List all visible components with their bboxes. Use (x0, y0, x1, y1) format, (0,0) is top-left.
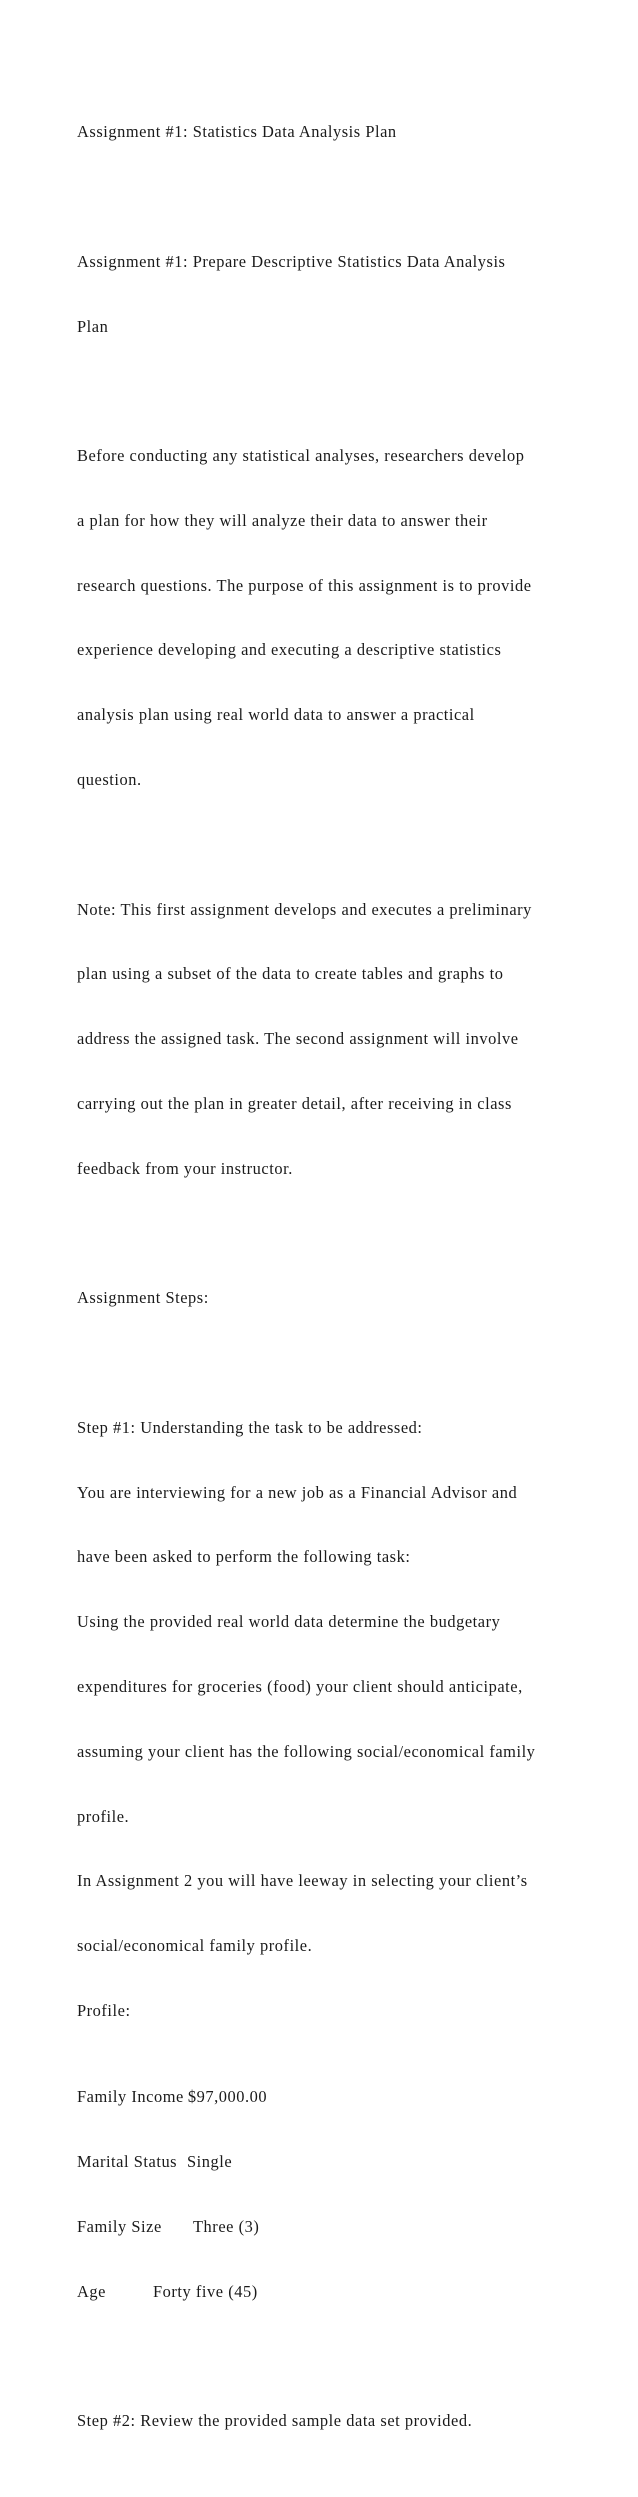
title-line: Assignment #1: Statistics Data Analysis Plan (77, 122, 397, 142)
intro-line: experience developing and executing a descriptive statistics (77, 640, 502, 660)
note-line: address the assigned task. The second assignment will involve (77, 1029, 519, 1049)
profile-row-age (77, 2281, 597, 2303)
note-line: carrying out the plan in greater detail, after receiving in class (77, 1093, 512, 1113)
note-paragraph (77, 855, 597, 1222)
subtitle-line: Plan (77, 316, 109, 336)
profile-value: Single (187, 2152, 233, 2171)
profile-value: Three (3) (193, 2216, 260, 2236)
step1-line: expenditures for groceries (food) your client should anticipate, (77, 1676, 523, 1696)
step1-section (77, 1374, 597, 2346)
document-title (77, 78, 597, 186)
step1-line: In Assignment 2 you will have leeway in selecting your client’s (77, 1871, 528, 1891)
profile-row-income (77, 2086, 597, 2108)
step1-line: Using the provided real world data determine the budgetary (77, 1612, 501, 1632)
profile-row-marital (77, 2151, 597, 2173)
subtitle-line: Assignment #1: Prepare Descriptive Statistics Data Analysis (77, 251, 506, 271)
profile-value: Forty five (45) (153, 2281, 258, 2301)
note-line: Note: This first assignment develops and executes a preliminary (77, 899, 532, 919)
intro-line: question. (77, 770, 142, 789)
note-line: plan using a subset of the data to create tables and graphs to (77, 964, 504, 984)
profile-value: $97,000.00 (187, 2087, 268, 2107)
steps-heading-text: Assignment Steps: (77, 1288, 209, 1308)
profile-label: Marital Status (77, 2152, 178, 2171)
note-line: feedback from your instructor. (77, 1158, 293, 1178)
intro-line: Before conducting any statistical analyses, researchers develop (77, 446, 525, 466)
step1-line: social/economical family profile. (77, 1936, 313, 1956)
step1-line: have been asked to perform the following task: (77, 1547, 411, 1567)
document-body (77, 78, 597, 2497)
document-subtitle (77, 208, 597, 381)
step1-line: You are interviewing for a new job as a Financial Advisor and (77, 1482, 518, 1502)
profile-row-size (77, 2216, 597, 2238)
step1-line: profile. (77, 1806, 130, 1826)
intro-paragraph (77, 402, 597, 834)
intro-line: analysis plan using real world data to answer a practical (77, 705, 475, 725)
step1-line: assuming your client has the following social/economical family (77, 1741, 536, 1761)
profile-label: Age (77, 2281, 106, 2301)
profile-label: Family Income (77, 2087, 184, 2107)
intro-line: a plan for how they will analyze their data to answer their (77, 510, 488, 530)
step1-line: Step #1: Understanding the task to be addressed: (77, 1417, 423, 1437)
steps-heading (77, 1244, 597, 1352)
step2-section (77, 2367, 597, 2475)
profile-heading: Profile: (77, 2000, 131, 2020)
step2-line: Step #2: Review the provided sample data set provided. (77, 2411, 473, 2431)
profile-label: Family Size (77, 2216, 162, 2236)
intro-line: research questions. The purpose of this assignment is to provide (77, 575, 532, 595)
